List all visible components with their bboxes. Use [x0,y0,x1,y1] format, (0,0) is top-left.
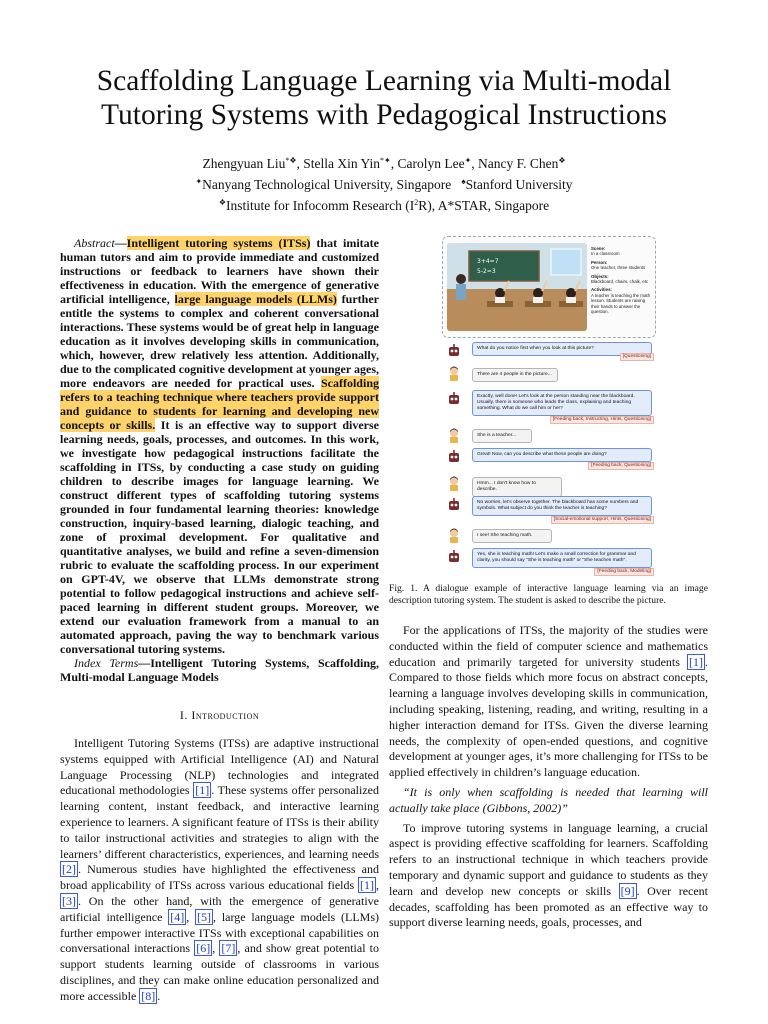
dialogue-turn-tutor [440,546,658,576]
affiliation-i2r-tail: R), A*STAR, Singapore [418,198,550,213]
figure-1 [440,234,658,584]
note-value: In a classroom [591,251,620,257]
citation-link[interactable]: [2] [62,862,76,877]
citation-link[interactable]: [9] [620,883,635,898]
affiliation-i2r: Institute for Infocomm Research (I [226,198,415,213]
note-value: One teacher, three students [591,265,646,271]
citation-link[interactable]: [6] [196,941,211,956]
author-mark: *✦ [380,156,391,165]
quote: “It is only when scaffolding is needed that learning will actually take place (Gibbons, 2002)” [389,784,708,815]
tutor-message: What do you notice first when you look at this picture? [472,342,652,356]
note-label: Scene: [591,246,606,251]
dialogue-turn-tutor [440,388,658,424]
dialogue-turn-tutor [440,340,658,362]
robot-tutor-icon [446,497,462,513]
highlight-its: Intelligent tutoring systems (ITSs) [126,236,311,250]
tutor-message: Exactly, well done! Let's look at the person standing near the blackboard. Usually, there is someone who leads the class, explaining and teaching something. What do we call him or her? [472,390,652,416]
dialogue-turn-student [440,424,658,446]
student-message: I see! She teaching math. [472,529,552,543]
abstract [60,236,379,656]
dialogue-turn-student [440,472,658,494]
svg-text:5-2=3: 5-2=3 [477,268,496,275]
dialogue-turn-tutor [440,494,658,524]
affiliation-stanford: Stanford University [465,177,573,192]
affiliation-line-2 [0,194,768,215]
text-run: . These systems offer personalized learning content, instant feedback, and interactive learning experience to learners. A significant feature of ITSs is their ability to tailor instructional activities and strategies to align with the learners’ different characteristics, experiences, and learning needs [60,783,379,861]
abstract-text-2: further entitle the systems to complex and coherent conversational interactions. These systems would be of great help in language education as it involves developing skills in communication, which, however, drew relatively less attention. Additionally, due to the complicated cognitive development at younger ages, more endeavors are needed for practical uses. [60,292,379,390]
dialogue-turn-tutor [440,446,658,472]
citation-link[interactable]: [1] [689,654,703,669]
tutor-message: No worries, let's observe together. The blackboard has some numbers and symbols. What subject do you think the teacher is teaching? [472,496,652,516]
highlight-scaffolding: Scaffolding refers to a teaching technique where teachers provide support and guidance to students for learning and developing new concepts or skills. [60,376,379,432]
author-name: Stella Xin Yin [303,156,381,171]
student-icon [446,475,462,491]
student-icon [446,427,462,443]
scaffolding-tag: [Questioning] [620,353,654,361]
text-run: , [186,909,196,924]
section-heading-introduction [60,708,379,722]
svg-text:3+4=7: 3+4=7 [477,258,499,265]
student-message: She is a teacher... [472,429,532,443]
scaffolding-tag: [Feeding back, Modeling] [594,568,654,576]
affiliation-ntu: Nanyang Technological University, Singapore [202,177,452,192]
affiliation-line-1 [0,173,768,194]
author-mark: ❖ [558,156,566,165]
citation-link[interactable]: [1] [360,878,374,893]
text-run: . Compared to those fields which more focus on abstract concepts, learning a language involves developing skills in communication, including speaking, listening, reading, and writing, resulting in a higher interaction demand for ITSs. Given the diverse learning needs, the complexity of open-ended questions, and cognitive development at younger ages, it’s more challenging for ITSs to be applied effectively in children’s language education. [389,654,708,780]
affiliation-superscript: 2 [414,198,419,207]
student-message: Hmm... I don't know how to describe. [472,477,562,497]
author-name: Zhengyuan Liu [202,156,286,171]
citation-link[interactable]: [8] [141,988,156,1003]
citation-link[interactable]: [5] [197,909,212,924]
robot-tutor-icon [446,549,462,565]
text-run: , [212,941,220,956]
text-run: Intelligent Tutoring Systems (ITSs) are adaptive instructional systems equipped with Artificial Intelligence (AI) and Natural Language Processing (NLP) technologies and integrated educational methodologies [60,736,379,798]
note-value: A teacher is teaching the math lesson. Students are raising their hands to answer the question. [591,292,651,315]
index-terms [60,656,379,684]
note-label: Objects: [591,273,609,279]
highlight-llms: large language models (LLMs) [174,292,337,306]
title-line-2: Tutoring Systems with Pedagogical Instructions [101,99,667,131]
intro-paragraph-1 [60,736,379,1005]
dialogue-turn-student [440,524,658,546]
figure-caption: Fig. 1. A dialogue example of interactive language learning via an image description tutoring system. The student is asked to describe the picture. [389,583,708,606]
student-icon [446,365,462,381]
affiliation-mark: ❖ [218,198,227,207]
abstract-label: Abstract [74,236,115,250]
robot-tutor-icon [446,343,462,359]
affiliation-mark: ✦ [195,177,203,186]
section-number: I. [179,708,188,722]
classroom-illustration [447,243,587,331]
index-terms-text: —Intelligent Tutoring Systems, Scaffolding, Multi-modal Language Models [60,656,379,684]
paper-title [0,64,768,132]
note-label: Activities: [591,287,612,293]
title-line-1: Scaffolding Language Learning via Multi-modal [96,65,672,97]
text-run: . Over recent decades, scaffolding has been promoted as an effective way to support diverse learning needs, goals, processes, and [389,883,709,930]
author-mark: ✦ [464,156,472,165]
citation-link[interactable]: [7] [221,941,236,956]
author-mark: *❖ [285,156,297,165]
scaffolding-tag: [Social-emotional support, Hints, Questioning] [551,516,654,524]
scene-notes [591,243,653,314]
text-run: . [157,988,161,1003]
text-run: , large language models (LLMs) further empower interactive ITSs with exceptional capabilities on conversational interactions [60,909,380,956]
dialogue [440,340,658,576]
abstract-text-3: It is an effective way to support diverse learning needs, goals, processes, and outcomes. In this work, we investigate how pedagogical instructions facilitate the scaffolding in ITSs, by conducting a case study on guiding children to describe images for language learning. We construct different types of scaffolding tutoring systems grounded in four fundamental learning theories: knowledge construction, inquiry-based learning, dialogic teaching, and zone of proximal development. For qualitative and quantitative analyses, we build and refine a seven-dimension rubric to evaluate the scaffolding process. In our experiment on GPT-4V, we observe that LLMs demonstrate strong potential to follow pedagogical instructions and achieve self-paced learning in different student groups. Moreover, we extend our evaluation framework from a manual to an automated approach, paving the way to benchmark various conversational tutoring systems. [60,418,379,656]
text-run: For the applications of ITSs, the majority of the studies were conducted within the field of computer science and mathematics education and primarily targeted for university students [389,623,708,669]
citation-link[interactable]: [1] [195,783,210,798]
abstract-text-1: that imitate human tutors and aim to provide immediate and customized instructions or feedback to learners have shown their effectiveness in education. With the emergence of generative artificial intelligence, [60,236,379,306]
right-column [389,623,708,935]
dialogue-turn-student [440,362,658,388]
robot-tutor-icon [446,449,462,465]
text-run: . On the other hand, with the emergence of generative artificial intelligence [60,893,379,924]
text-run: , and show great potential to support students learning outside of classrooms in various disciplines, and they can make online education personalized and more accessible [60,941,380,1003]
abstract-dash: — [114,236,127,250]
citation-link[interactable]: [3] [62,893,76,908]
author-names: Zhengyuan Liu*❖, Stella Xin Yin*✦, Carolyn Lee✦, Nancy F. Chen❖ [202,156,566,171]
note-label: Person: [591,259,608,265]
author-name: Nancy F. Chen [478,156,559,171]
text-run: To improve tutoring systems in language learning, a crucial aspect is providing effective scaffolding for learners. Scaffolding refers to an instructional technique in which teachers provide temporary and dynamic support and guidance to students as they learn and develop new concepts or skills [389,820,708,898]
tutor-message: Yes, she is teaching math! Let's make a small correction for grammar and clarity, you should say "She is teaching math" or "She teaches math". [472,548,652,568]
text-run: , [376,878,379,893]
scaffolding-tag: [Feeding back, Questioning] [588,462,654,470]
note-value: Blackboard, chairs, chalk, etc [591,279,649,285]
student-icon [446,527,462,543]
section-title: Introduction [191,708,260,722]
intro-paragraph-2 [389,623,708,781]
affiliation-mark: ♠ [461,177,466,186]
student-message: There are 4 people in the picture... [472,368,558,382]
scaffolding-tag: [Feeding back, Instructing, Hints, Questioning] [550,416,654,424]
robot-tutor-icon [446,391,462,407]
citation-link[interactable]: [4] [170,909,185,924]
author-block [0,152,768,215]
tutor-message: Great! Now, can you describe what these people are doing? [472,448,652,462]
scene-panel [442,236,656,338]
left-column [60,236,379,1009]
author-name: Carolyn Lee [397,156,465,171]
index-terms-label: Index Terms [74,656,139,670]
intro-paragraph-3 [389,821,708,932]
text-run: . Numerous studies have highlighted the effectiveness and broad applicability of ITSs across various educational fields [60,862,379,893]
